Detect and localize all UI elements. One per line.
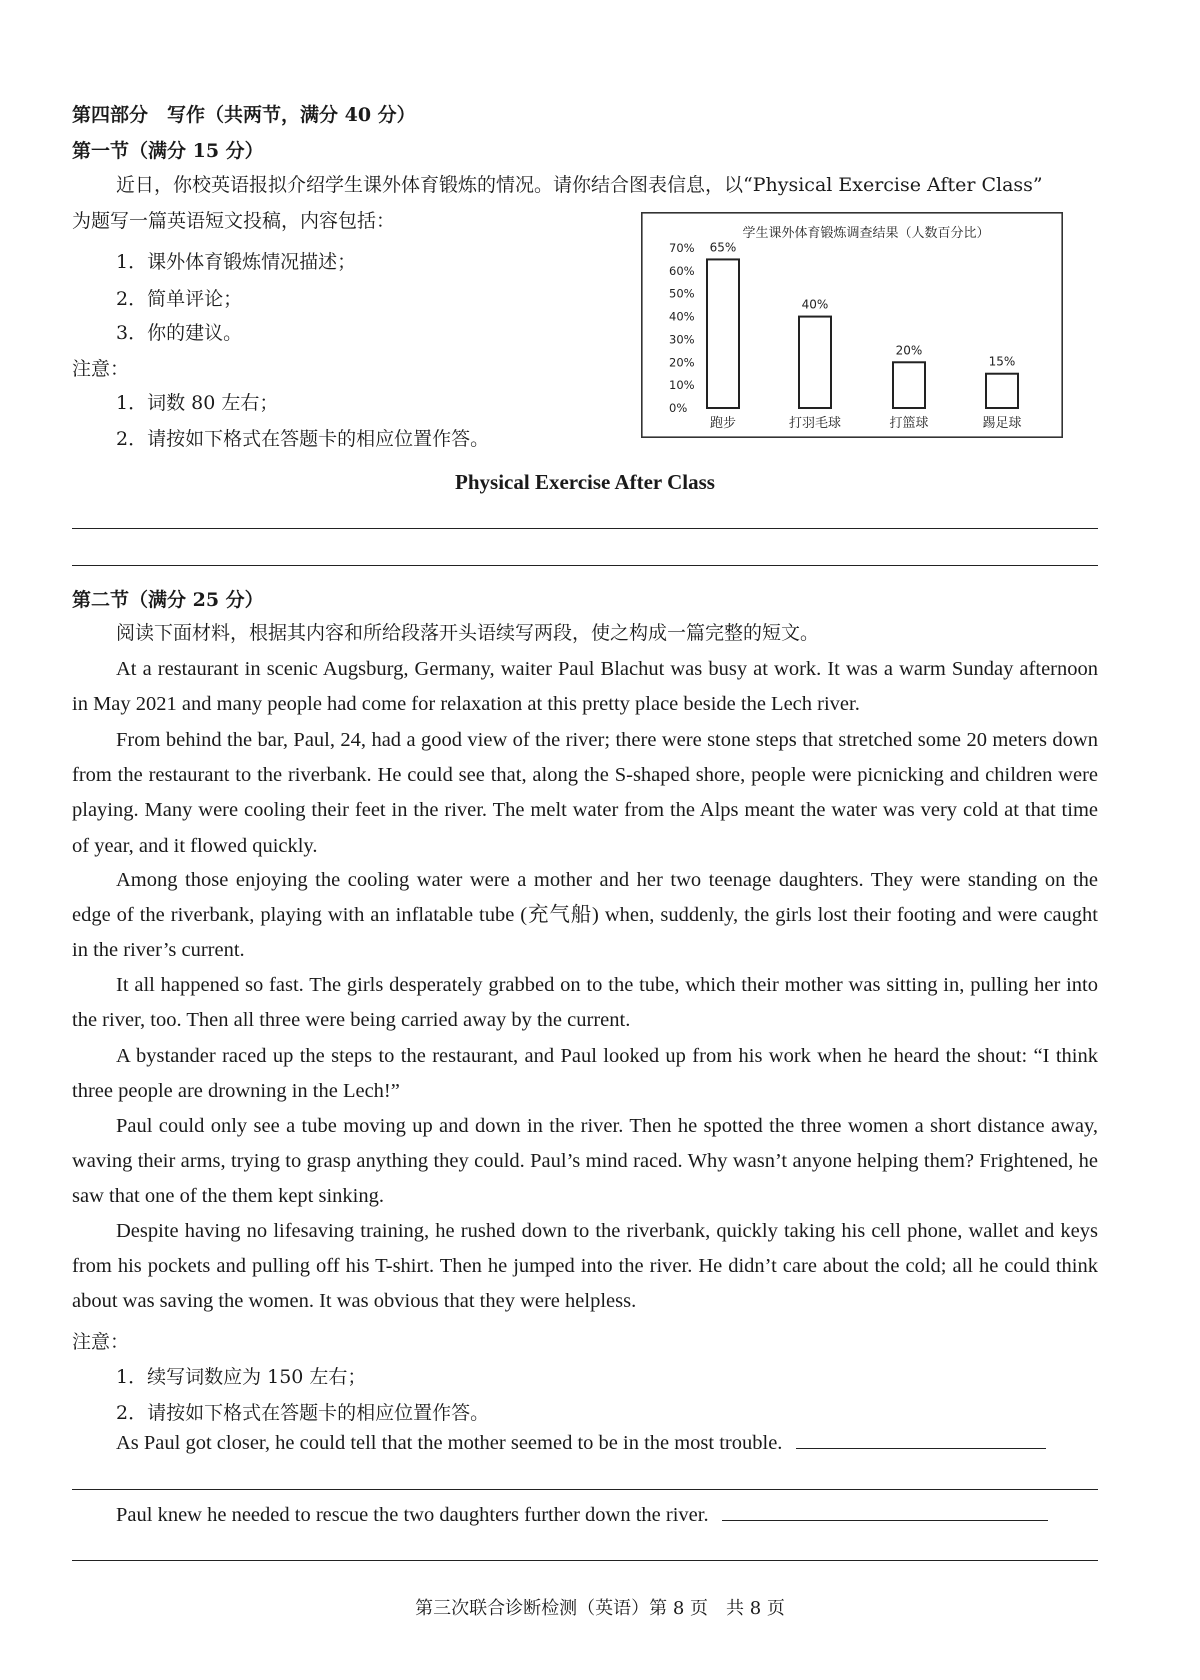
section1-intro-line2: 为题写一篇英语短文投稿，内容包括： — [72, 210, 396, 232]
section2-note-label: 注意： — [72, 1331, 130, 1353]
bar-data-label-4: 15% — [988, 354, 1016, 369]
y-tick-label: 70% — [669, 241, 695, 255]
section2-heading: 第二节（满分 25 分） — [72, 589, 264, 611]
start-sentence-1: As Paul got closer, he could tell that the mother seemed to be in the most trouble. — [116, 1432, 783, 1454]
start-2-blank — [722, 1520, 1048, 1521]
category-label-1: 跑步 — [709, 416, 737, 431]
y-tick-label: 20% — [669, 355, 695, 370]
y-tick-label: 30% — [669, 332, 695, 347]
note-1: 1．词数 80 左右； — [116, 392, 279, 414]
bar-data-label-3: 20% — [895, 343, 923, 358]
essay-title: Physical Exercise After Class — [455, 470, 715, 494]
answer-line-1 — [72, 528, 1098, 529]
y-tick-label: 50% — [669, 286, 695, 301]
start-1-blank — [796, 1448, 1046, 1449]
part4-heading: 第四部分 写作（共两节，满分 40 分） — [72, 104, 416, 126]
continuation-start-1 — [116, 1432, 1046, 1455]
y-tick-label: 0% — [669, 401, 688, 415]
story-paragraph-1: At a restaurant in scenic Augsburg, Germany, waiter Paul Blachut was busy at work. It was a warm Sunday afternoon in May 2021 and many people had come for relaxation at this pretty place beside the Lech river. — [72, 658, 1098, 716]
survey-bar-chart — [641, 212, 1063, 438]
story-paragraph-5: A bystander raced up the steps to the restaurant, and Paul looked up from his work when he heard the shout: “I think three people are drowning in the Lech!” — [72, 1045, 1098, 1103]
section1-heading: 第一节（满分 15 分） — [72, 140, 264, 162]
chart-frame — [642, 213, 1062, 437]
y-tick-label: 10% — [669, 378, 695, 393]
story-paragraph-2: From behind the bar, Paul, 24, had a good view of the river; there were stone steps that stretched some 20 meters down from the restaurant to the riverbank. He could see that, along the S-shaped shore, people were picnicking and children were playing. Many were cooling their feet in the river. The melt water from the Alps meant the water was very cold at that time of year, and it flowed quickly. — [72, 729, 1098, 857]
note-label: 注意： — [72, 358, 130, 380]
category-label-4: 踢足球 — [982, 416, 1022, 431]
category-label-3: 打篮球 — [889, 416, 929, 431]
category-label-2: 打羽毛球 — [788, 416, 842, 431]
section1-intro-line1: 近日，你校英语报拟介绍学生课外体育锻炼的情况。请你结合图表信息，以“Physical Exercise After Class” — [116, 174, 1043, 196]
page-footer: 第三次联合诊断检测（英语）第 8 页 共 8 页 — [415, 1598, 785, 1619]
chart-title: 学生课外体育锻炼调查结果（人数百分比） — [742, 226, 990, 241]
bar-data-label-1: 65% — [709, 240, 737, 255]
note-2: 2．请按如下格式在答题卡的相应位置作答。 — [116, 428, 490, 450]
section2-note-1: 1．续写词数应为 150 左右； — [116, 1366, 367, 1388]
section2-instruction: 阅读下面材料，根据其内容和所给段落开头语续写两段，使之构成一篇完整的短文。 — [116, 622, 820, 644]
answer-line-4 — [72, 1560, 1098, 1561]
section2-note-2: 2．请按如下格式在答题卡的相应位置作答。 — [116, 1402, 490, 1424]
content-item-2: 2．简单评论； — [116, 288, 243, 310]
story-paragraph-6: Paul could only see a tube moving up and down in the river. Then he spotted the three women a short distance away, waving their arms, trying to grasp anything they could. Paul’s mind raced. Why wasn’t anyone helping them? Frightened, he saw that one of the them kept sinking. — [72, 1115, 1098, 1208]
bar-1 — [707, 259, 739, 408]
bar-2 — [799, 317, 831, 408]
y-tick-label: 60% — [669, 263, 695, 278]
bar-data-label-2: 40% — [801, 297, 829, 312]
content-item-1: 1．课外体育锻炼情况描述； — [116, 251, 357, 273]
content-item-3: 3．你的建议。 — [116, 322, 243, 344]
story-paragraph-4: It all happened so fast. The girls desperately grabbed on to the tube, which their mother was sitting in, pulling her into the river, too. Then all three were being carried away by the current. — [72, 974, 1098, 1032]
story-paragraph-3: Among those enjoying the cooling water were a mother and her two teenage daughters. They were standing on the edge of the riverbank, playing with an inflatable tube (充气船) when, suddenly, the girls lost their footing and were caught in the river’s current. — [72, 869, 1098, 962]
bar-4 — [986, 374, 1018, 408]
continuation-start-2 — [116, 1504, 1048, 1527]
y-tick-label: 40% — [669, 309, 695, 324]
story-paragraph-7: Despite having no lifesaving training, he rushed down to the riverbank, quickly taking his cell phone, wallet and keys from his pockets and pulling off his T-shirt. Then he jumped into the river. He didn’t care about the cold; all he could think about was saving the women. It was obvious that they were helpless. — [72, 1220, 1098, 1313]
answer-line-3 — [72, 1489, 1098, 1490]
bar-3 — [893, 362, 925, 408]
answer-line-2 — [72, 565, 1098, 566]
start-sentence-2: Paul knew he needed to rescue the two daughters further down the river. — [116, 1504, 709, 1526]
